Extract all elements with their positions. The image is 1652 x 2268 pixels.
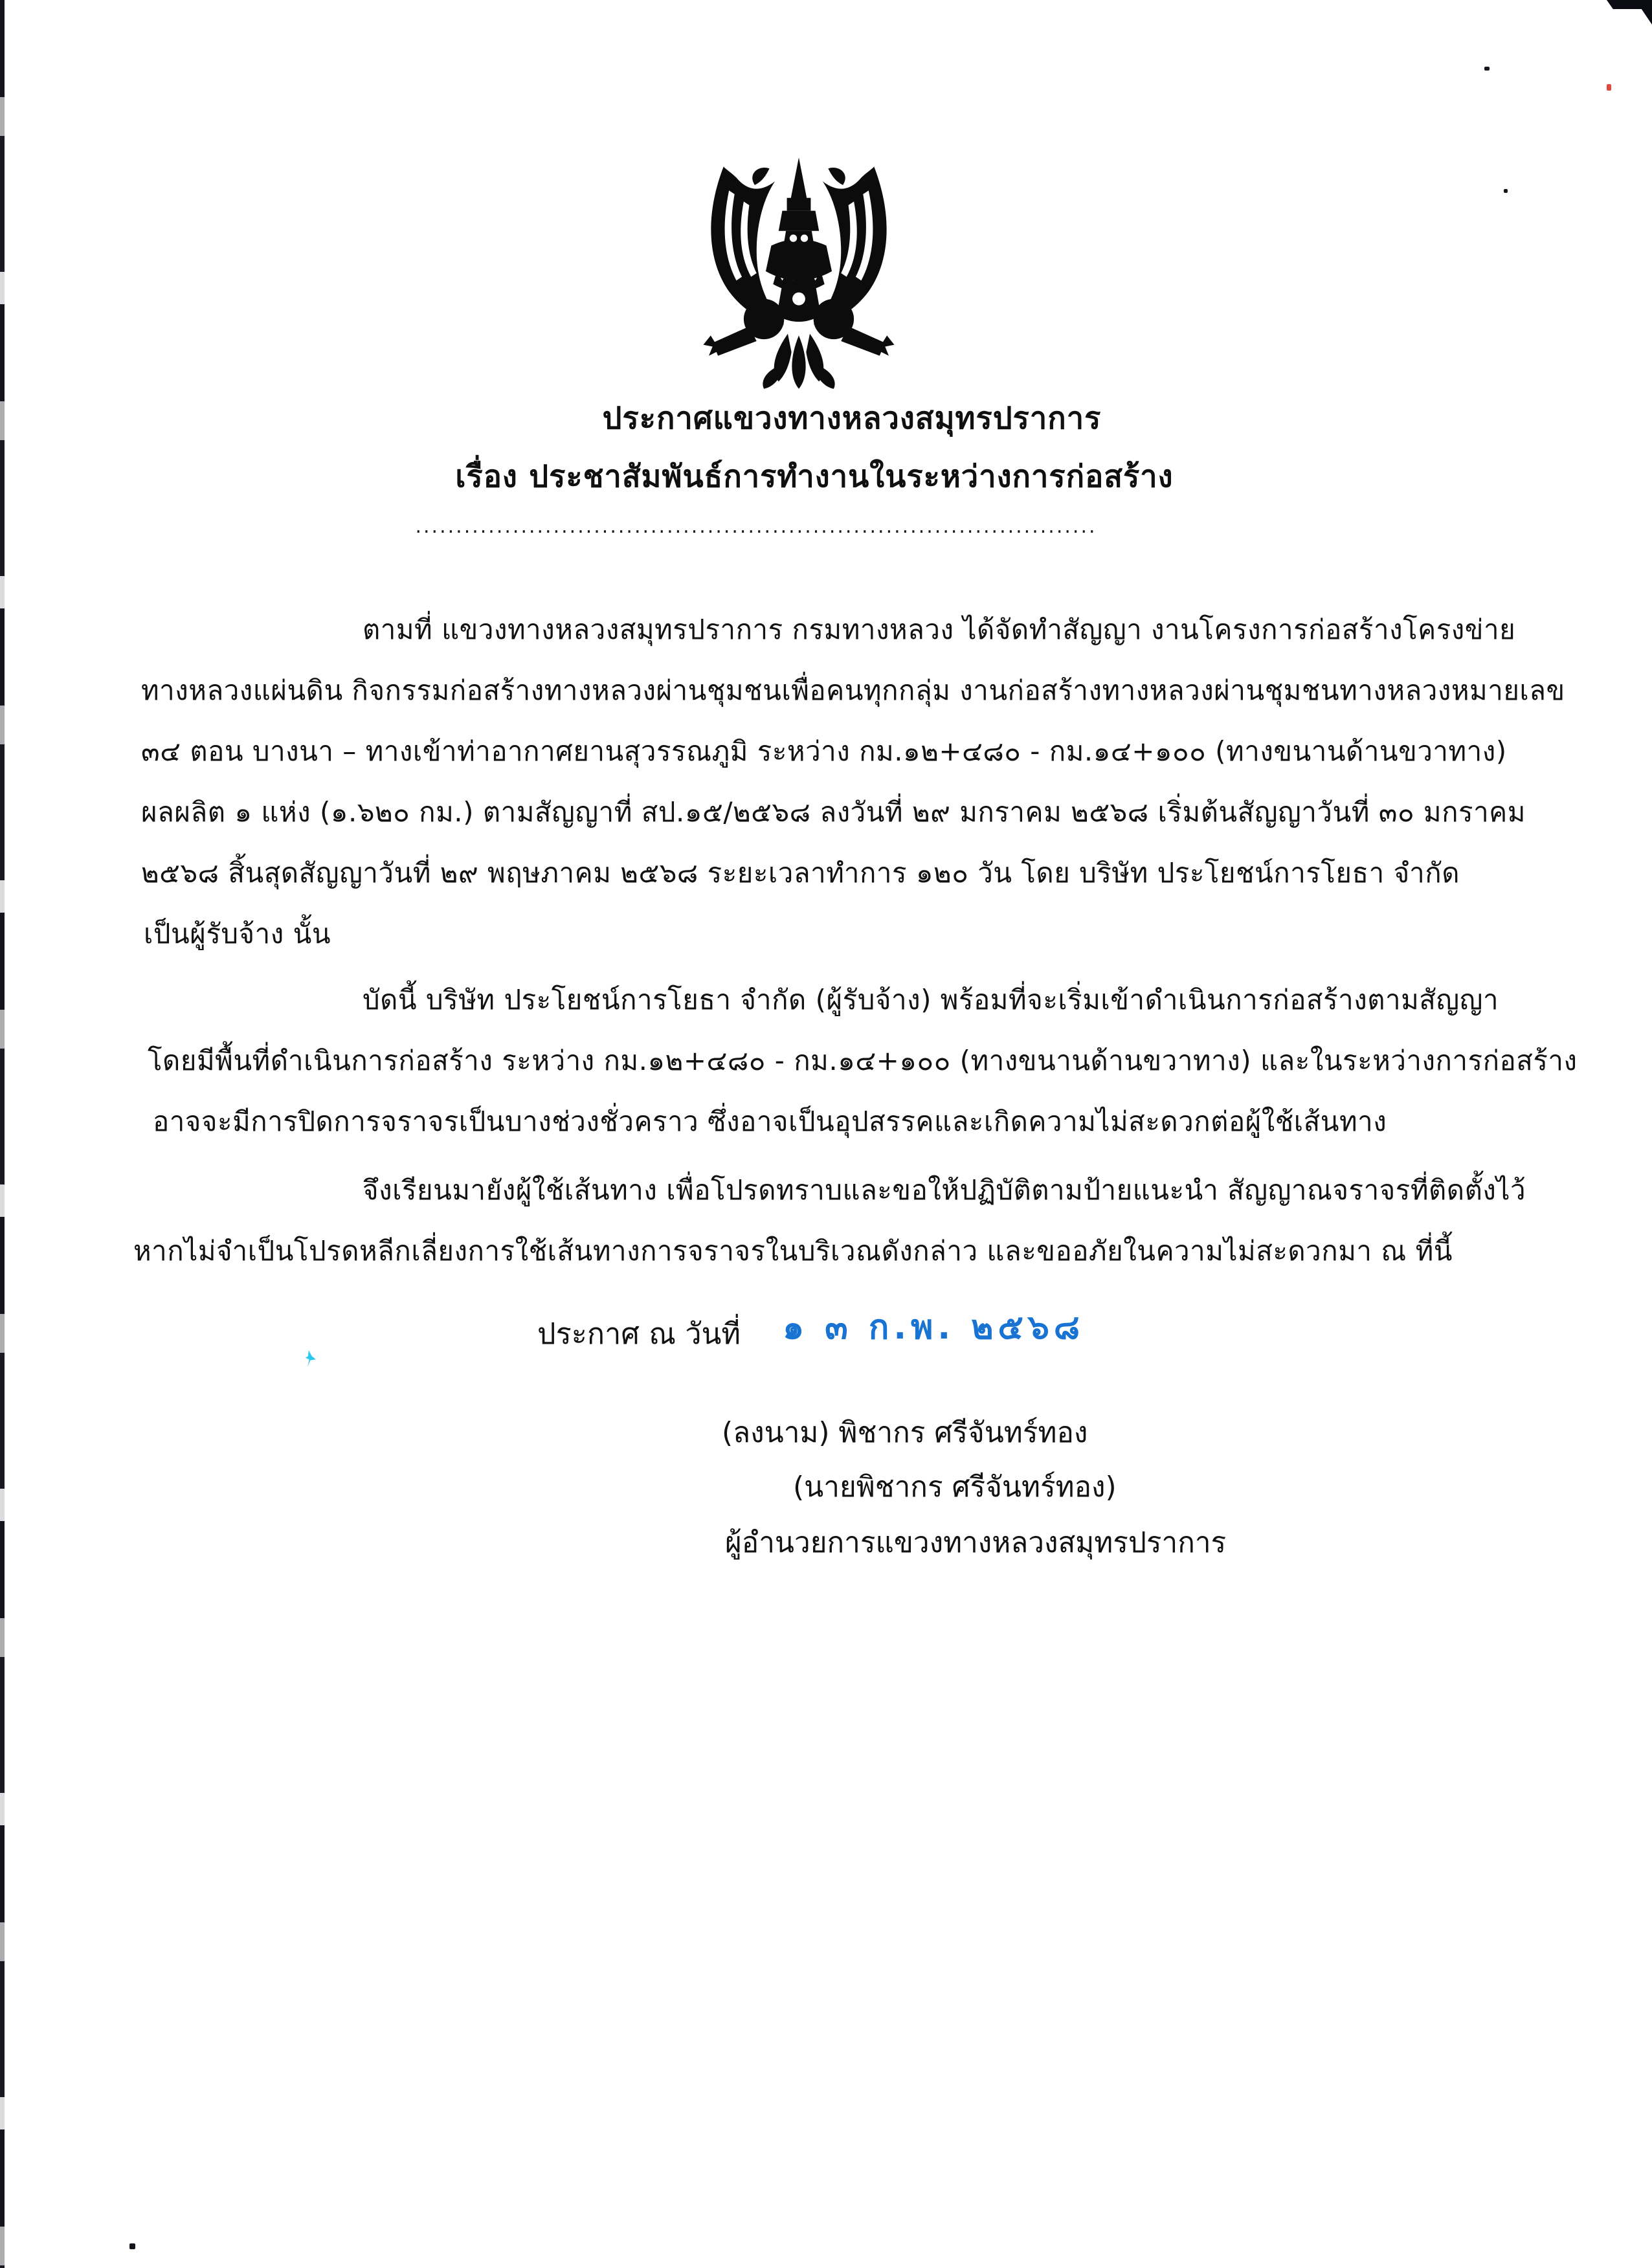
paragraph1-line4: ผลผลิต ๑ แห่ง (๑.๖๒๐ กม.) ตามสัญญาที่ สป.๑๕/๒๕๖๘ ลงวันที่ ๒๙ มกราคม ๒๕๖๘ เริ่มต้นสัญญาวันที่ ๓๐ มกราคม [141, 796, 1526, 828]
date-stamp: ๑ ๓ ก.พ. ๒๕๖๘ [783, 1308, 1085, 1347]
signature-signed-line: (ลงนาม) พิชากร ศรีจันทร์ทอง [722, 1416, 1088, 1449]
paragraph2-line2: โดยมีพื้นที่ดำเนินการก่อสร้าง ระหว่าง กม.๑๒+๔๘๐ - กม.๑๔+๑๐๐ (ทางขนานด้านขวาทาง) และในระหว่างการก่อสร้าง [148, 1045, 1578, 1076]
paragraph3-line1: จึงเรียนมายังผู้ใช้เส้นทาง เพื่อโปรดทราบและขอให้ปฏิบัติตามป้ายแนะนำ สัญญาณจราจรที่ติดตั้งไว้ [363, 1174, 1526, 1206]
paragraph3-line2: หากไม่จำเป็นโปรดหลีกเลี่ยงการใช้เส้นทางการจราจรในบริเวณดังกล่าว และขออภัยในความไม่สะดวกมา ณ ที่นี้ [133, 1235, 1453, 1267]
signature-name-line: (นายพิชากร ศรีจันทร์ทอง) [793, 1471, 1117, 1504]
black-speck-artifact [1504, 189, 1508, 193]
scan-corner-artifact-tail [1638, 8, 1652, 25]
paragraph2-line3: อาจจะมีการปิดการจราจรเป็นบางช่วงชั่วคราว ซึ่งอาจเป็นอุปสรรคและเกิดความไม่สะดวกต่อผู้ใช้เส้นทาง [153, 1106, 1387, 1137]
paragraph1-line5: ๒๕๖๘ สิ้นสุดสัญญาวันที่ ๒๙ พฤษภาคม ๒๕๖๘ ระยะเวลาทำการ ๑๒๐ วัน โดย บริษัท ประโยชน์การโยธา จำกัด [141, 857, 1460, 889]
document-title: ประกาศแขวงทางหลวงสมุทรปราการ [602, 401, 1102, 436]
paragraph1-line3: ๓๔ ตอน บางนา – ทางเข้าท่าอากาศยานสุวรรณภูมิ ระหว่าง กม.๑๒+๔๘๐ - กม.๑๔+๑๐๐ (ทางขนานด้านขวาทาง) [141, 735, 1507, 767]
document-subject: เรื่อง ประชาสัมพันธ์การทำงานในระหว่างการก่อสร้าง [455, 459, 1174, 495]
black-speck-artifact [1484, 67, 1490, 71]
scan-edge-artifact [0, 0, 5, 2268]
announcement-date-line [537, 1305, 1084, 1359]
paragraph1-line6: เป็นผู้รับจ้าง นั้น [144, 918, 331, 950]
red-speck-artifact [1607, 84, 1611, 91]
scan-corner-artifact [1607, 0, 1652, 9]
paragraph2-line1: บัดนี้ บริษัท ประโยชน์การโยธา จำกัด (ผู้รับจ้าง) พร้อมที่จะเริ่มเข้าดำเนินการก่อสร้างตามสัญญา [363, 984, 1499, 1016]
cyan-ink-artifact [306, 1350, 316, 1367]
garuda-emblem-icon [698, 148, 900, 399]
paragraph1-line2: ทางหลวงแผ่นดิน กิจกรรมก่อสร้างทางหลวงผ่านชุมชนเพื่อคนทุกกลุ่ม งานก่อสร้างทางหลวงผ่านชุมชนทางหลวงหมายเลข [141, 674, 1565, 706]
black-speck-artifact [129, 2243, 135, 2249]
dotted-divider: .................................................................................... [415, 515, 1097, 538]
announce-label: ประกาศ ณ วันที่ [537, 1317, 741, 1351]
paragraph1-line1: ตามที่ แขวงทางหลวงสมุทรปราการ กรมทางหลวง ได้จัดทำสัญญา งานโครงการก่อสร้างโครงข่าย [363, 614, 1516, 645]
signature-title-line: ผู้อำนวยการแขวงทางหลวงสมุทรปราการ [725, 1526, 1227, 1559]
